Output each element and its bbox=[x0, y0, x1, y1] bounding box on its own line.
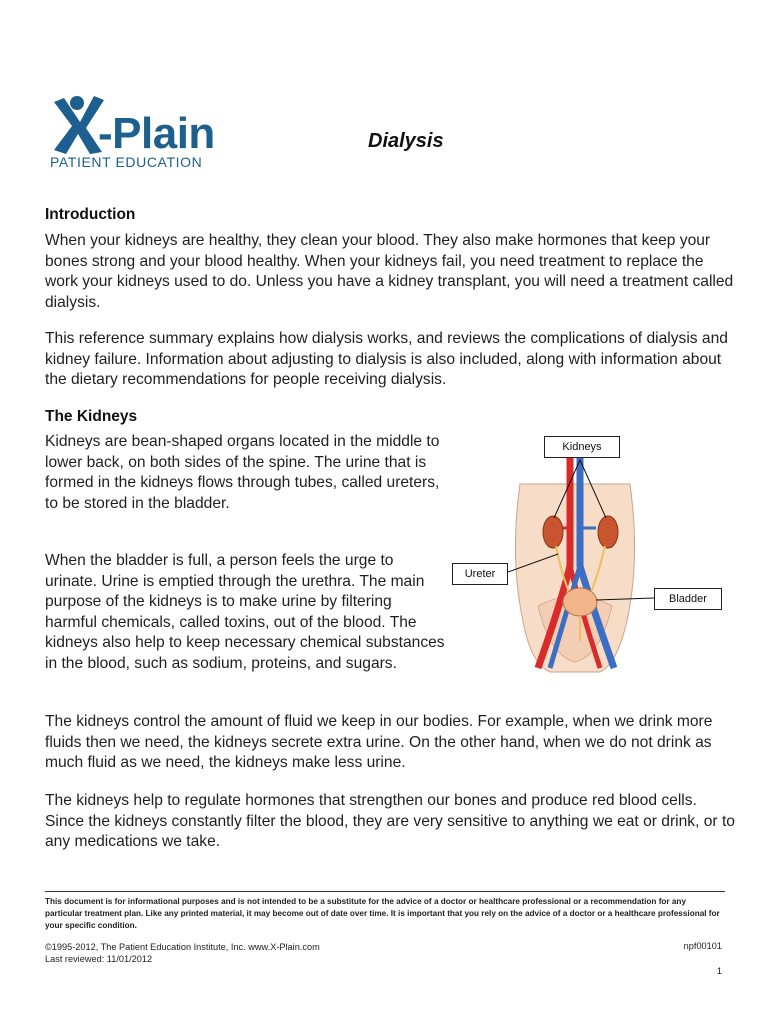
kidneys-paragraph-2: When the bladder is full, a person feels the urge to urinate. Urine is emptied through the urethra. The main purpose of the kidneys is to make urine by filtering harmful chemicals, called toxins, out of the blood. The kidneys also help to keep necessary chemical substances in the blood, such as sodium, proteins, and sugars. bbox=[45, 552, 445, 672]
intro-paragraph-1: When your kidneys are healthy, they clean your blood. They also make hormones that keep your bones strong and your blood healthy. When your kidneys fail, you need treatment to replace the work your kidneys used to do. Unless you have a kidney transplant, you will need a treatment called dialysis. bbox=[45, 232, 734, 311]
label-bladder: Bladder bbox=[654, 588, 722, 610]
page-title: Dialysis bbox=[368, 130, 444, 152]
intro-paragraph-2: This reference summary explains how dialysis works, and reviews the complications of dialysis and kidney failure. Information about adjusting to dialysis is also included, along with information about the dietary recommendations for people receiving dialysis. bbox=[45, 330, 728, 389]
urinary-anatomy-drawing bbox=[450, 436, 730, 676]
kidneys-paragraph-4: The kidneys help to regulate hormones that strengthen our bones and produce red blood cells. Since the kidneys constantly filter the blood, they are very sensitive to anything we eat or drink, or to any medications we take. bbox=[45, 792, 735, 851]
footer-disclaimer: This document is for informational purposes and is not intended to be a substitute for the advice of a doctor or healthcare professional or a recommendation for any particular treatment plan. Like any printed material, it may become out of date over time. It is important that you rely on the advice of a doctor or a healthcare professional for your specific condition. bbox=[45, 897, 720, 930]
logo-subtitle: PATIENT EDUCATION bbox=[50, 154, 203, 170]
kidneys-paragraph-3: The kidneys control the amount of fluid we keep in our bodies. For example, when we drink more fluids then we need, the kidneys secrete extra urine. On the other hand, when we do not drink as much fluid as we need, the kidneys make less urine. bbox=[45, 713, 713, 772]
footer-last-reviewed: Last reviewed: 11/01/2012 bbox=[45, 954, 153, 964]
urinary-system-illustration bbox=[450, 436, 730, 676]
label-ureter: Ureter bbox=[452, 563, 508, 585]
footer-divider bbox=[45, 891, 725, 892]
footer-copyright: ©1995-2012, The Patient Education Institute, Inc. www.X-Plain.com bbox=[45, 942, 320, 952]
label-kidneys: Kidneys bbox=[544, 436, 620, 458]
logo-wordmark: -Plain bbox=[98, 109, 215, 158]
footer-copyright-block bbox=[45, 941, 320, 965]
page-number: 1 bbox=[716, 966, 722, 976]
document-id: npf00101 bbox=[683, 941, 722, 951]
section-heading-kidneys: The Kidneys bbox=[45, 408, 138, 425]
kidneys-paragraph-1: Kidneys are bean-shaped organs located in the middle to lower back, on both sides of the spine. The urine that is formed in the kidneys flows through tubes, called ureters, to be stored in the bladder. bbox=[45, 433, 440, 512]
section-heading-introduction: Introduction bbox=[45, 206, 136, 223]
x-plain-logo bbox=[50, 94, 220, 174]
